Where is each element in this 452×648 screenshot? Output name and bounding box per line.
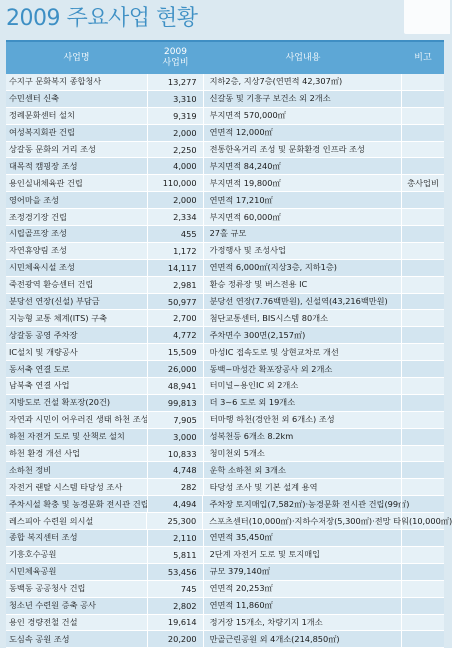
table-row [6,327,444,344]
row-note [401,513,444,529]
row-note [401,327,444,343]
row-note [401,294,444,310]
row-budget: 4,000 [147,158,204,174]
row-budget: 2,334 [147,209,204,225]
row-name: IC설치 및 개량공사 [9,346,78,357]
row-note [401,581,444,597]
table-header [6,40,444,74]
table-row [6,260,444,277]
row-note [401,462,444,478]
row-note [401,74,444,90]
header-content: 사업내용 [285,52,321,63]
row-name: 소하천 정비 [9,464,52,475]
table-row [6,158,444,175]
row-content: 연면적 20,253㎡ [209,583,273,594]
row-content: 터미널~용인IC 외 2개소 [209,380,299,391]
row-budget: 2,250 [147,142,204,158]
row-content: 터마행 하천(경안천 외 6개소) 조성 [209,414,335,425]
row-budget: 13,277 [147,74,204,90]
row-note [401,564,444,580]
table-row [6,175,444,192]
row-name: 지능형 교통 체계(ITS) 구축 [9,312,107,323]
row-name: 시민체육공원 [9,566,57,577]
row-budget: 1,172 [147,243,204,259]
row-note [401,429,444,445]
table-row [6,125,444,142]
row-content: 연면적 12,000㎡ [209,127,273,138]
row-name: 분당선 연장(신설) 부담금 [9,296,100,307]
table-row [6,479,444,496]
row-budget: 19,614 [147,615,204,631]
row-content: 부지면적 570,000㎡ [209,110,286,121]
row-name: 상갈동 공영 주차장 [9,329,78,340]
row-content: 운학 소하천 외 3개소 [209,464,286,475]
row-budget: 48,941 [147,378,204,394]
row-name: 시립골프장 조성 [9,228,67,239]
row-note [401,142,444,158]
row-note [401,547,444,563]
row-budget: 53,456 [147,564,204,580]
table-row [6,142,444,159]
row-budget: 26,000 [147,361,204,377]
row-content: 규모 379,140㎡ [209,566,271,577]
row-note [401,395,444,411]
row-name: 동백동 공공청사 건립 [9,583,86,594]
table-row [6,277,444,294]
row-budget: 7,905 [147,412,204,428]
row-name: 시민체육시설 조성 [9,262,75,273]
row-name: 남북축 연결 사업 [9,380,70,391]
table-row [6,226,444,243]
row-name: 죽전광역 환승센터 건립 [9,279,94,290]
row-name: 자전거 랜탈 시스템 타당성 조사 [9,481,123,492]
row-note [401,598,444,614]
table-row [6,547,444,564]
table-row [6,243,444,260]
table-body [6,74,452,648]
table-row [6,530,444,547]
row-note [401,446,444,462]
row-name: 상갈동 문화의 거리 조성 [9,144,96,154]
corner-patch [404,0,450,34]
row-budget: 2,802 [147,598,204,614]
row-budget: 745 [147,581,204,597]
row-name: 종합 복지센터 조성 [9,532,78,543]
row-name: 하천 환경 개선 사업 [9,448,81,459]
row-content: 동백~마성간 확포장공사 외 2개소 [209,363,333,374]
table-row [6,361,444,378]
row-name: 도심속 공원 조성 [9,633,70,644]
header-budget-line: 사업비 [162,58,189,68]
row-content: 연면적 17,210㎡ [209,194,273,205]
table-row [6,598,444,615]
row-content: 첨단교통센터, BIS시스템 80개소 [209,312,329,323]
table-row [6,108,444,125]
row-content: 가정행사 및 조성사업 [209,245,286,256]
row-content: 정거장 15개소, 차량기지 1개소 [209,616,323,627]
row-name: 주차시설 확충 및 농경문화 전시관 건립 [9,498,149,509]
row-budget: 5,811 [147,547,204,563]
header-note: 비고 [414,52,432,63]
table-row [6,513,452,530]
row-name: 용인실내체육관 건립 [9,177,83,188]
row-name: 조정경기장 건립 [9,211,67,222]
row-note [401,479,444,495]
row-note [401,277,444,293]
row-note [401,125,444,141]
row-content: 더 3~6 도로 외 19개소 [209,397,296,408]
row-note [401,158,444,174]
row-content: 만골근린공원 외 4개소(214,850㎡) [209,633,340,644]
row-content: 연면적 6,000㎡(지상3층, 지하1층) [209,262,337,273]
header-name: 사업명 [63,52,90,63]
table-row [6,564,444,581]
row-note [401,378,444,394]
row-note [401,209,444,225]
table-row [6,192,444,209]
row-name: 자연휴양림 조성 [9,245,67,256]
row-name: 여성복지회관 건립 [9,127,75,138]
row-budget: 3,310 [147,91,204,107]
row-content: 부지면적 84,240㎡ [209,160,281,171]
row-note [401,496,444,512]
row-note [401,530,444,546]
row-budget: 455 [147,226,204,242]
row-content: 연면적 11,860㎡ [209,600,273,611]
row-name: 용인 경량전철 건설 [9,616,78,627]
row-note [401,310,444,326]
row-content: 전통한옥거리 조성 및 문화환경 인프라 조성 [209,144,365,154]
row-budget: 2,700 [147,310,204,326]
table-row [6,209,444,226]
table-row [6,344,444,361]
row-name: 정례문화센터 설치 [9,110,75,121]
row-note [401,412,444,428]
table-row [6,412,444,429]
row-budget: 2,981 [147,277,204,293]
header-budget-line: 2009 [164,47,187,57]
row-content: 2단계 자전거 도로 및 토지매입 [209,549,321,560]
row-note [401,192,444,208]
table-row [6,91,444,108]
row-budget: 2,110 [147,530,204,546]
row-content: 분당선 연장(7.76백만원), 신설역(43,216백만원) [209,296,388,307]
row-content: 청미천외 5개소 [209,448,265,459]
project-table [6,40,452,648]
row-note [401,344,444,360]
row-name: 청소년 수련원 증축 공사 [9,600,96,611]
row-name: 수민센터 신축 [9,93,60,104]
row-content: 주차장 토지매입(7,582㎡)·농경문화 전시관 건립(99㎡) [209,498,410,509]
row-budget: 14,117 [147,260,204,276]
page-title: 2009 주요사업 현황 [6,6,198,31]
row-content: 신갈동 및 기흥구 보건소 외 2개소 [209,93,331,104]
row-budget: 9,319 [147,108,204,124]
row-budget: 50,977 [147,294,204,310]
row-budget: 282 [147,479,204,495]
row-note [401,361,444,377]
table-row [6,310,444,327]
row-budget: 25,300 [146,513,203,529]
row-content: 환승 정류장 및 버스전용 IC [209,279,308,290]
row-note [401,631,444,647]
table-row [6,446,444,463]
row-budget: 15,509 [147,344,204,360]
row-name: 수지구 문화복지 종합청사 [9,76,102,87]
row-note [401,260,444,276]
row-content: 스포츠센터(10,000㎡)·지하수저장(5,300㎡)·전망 타워(10,000㎡) [209,515,452,526]
row-name: 레스피아 수련원 의시설 [9,515,94,526]
row-budget: 10,833 [147,446,204,462]
row-budget: 4,748 [147,462,204,478]
row-budget: 3,000 [147,429,204,445]
row-name: 동서축 연결 도로 [9,363,70,374]
table-row [6,74,444,91]
row-name: 자연과 시민이 어우러진 생태 하천 조성 [9,414,149,425]
row-name: 영어마을 조성 [9,194,60,205]
row-content: 연면적 35,450㎡ [209,532,273,543]
table-row [6,615,444,632]
row-content: 주차면수 300면(2,157㎡) [209,329,306,340]
row-note [401,91,444,107]
row-budget: 110,000 [147,175,204,191]
table-row [6,294,444,311]
row-content: 27홀 규모 [209,228,247,239]
table-row [6,395,444,412]
table-row [6,581,444,598]
row-note [401,615,444,631]
row-name: 지방도로 건설 확포장(20건) [9,397,111,408]
table-row [6,631,444,648]
row-content: 부지면적 60,000㎡ [209,211,281,222]
table-row [6,496,444,513]
row-name: 하천 자전거 도로 및 산책로 설치 [9,431,125,442]
row-note: 총사업비 [401,175,444,191]
row-budget: 4,494 [147,496,203,512]
row-name: 대목적 캠핑장 조성 [9,160,78,171]
row-budget: 2,000 [147,125,204,141]
row-budget: 99,813 [147,395,204,411]
table-row [6,429,444,446]
row-budget: 4,772 [147,327,204,343]
row-note [401,226,444,242]
row-content: 지하2층, 지상7층(연면적 42,307㎡) [209,76,343,87]
row-content: 마성IC 접속도로 및 상현교차로 개선 [209,346,339,357]
row-note [401,108,444,124]
row-name: 기흥호수공원 [9,549,57,560]
row-budget: 20,200 [147,631,204,647]
table-row [6,378,444,395]
row-content: 부지면적 19,800㎡ [209,177,281,188]
row-content: 성복천등 6개소 8.2km [209,431,294,442]
row-note [401,243,444,259]
header-budget [147,47,204,69]
row-content: 타당성 조사 및 기본 설계 용역 [209,481,318,492]
table-row [6,462,444,479]
row-budget: 2,000 [147,192,204,208]
